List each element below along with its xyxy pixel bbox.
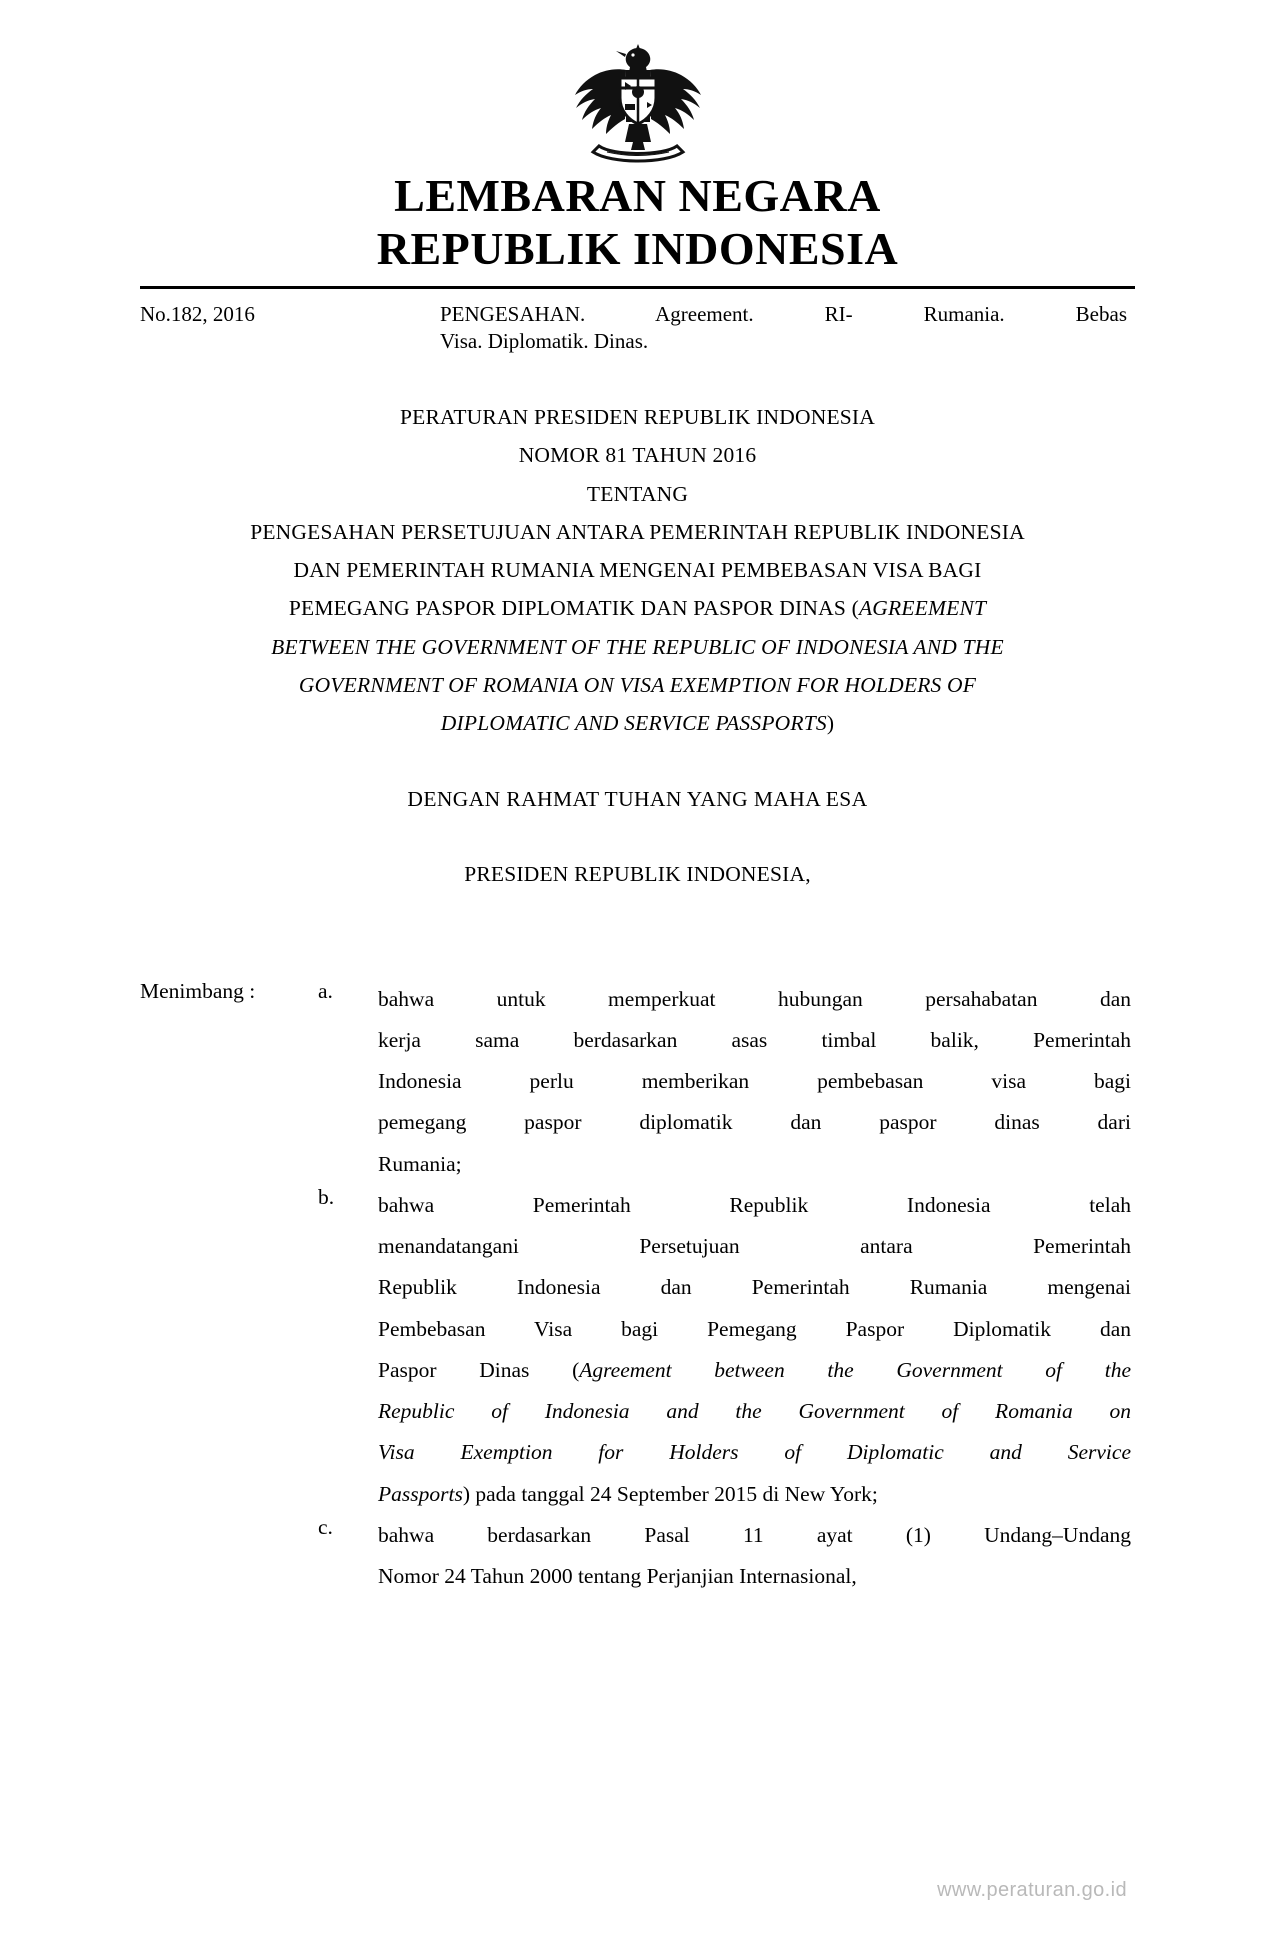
title-line-9-suffix: ): [826, 711, 835, 736]
considerans-c-line-2: Nomor 24 Tahun 2000 tentang Perjanjian Internasional,: [378, 1564, 857, 1589]
considerans-a-line-5: Rumania;: [378, 1151, 462, 1176]
considerans-a-line-1: bahwa untuk memperkuat hubungan persahabatan dan: [378, 986, 1131, 1011]
garuda-pancasila-emblem: [563, 40, 713, 170]
title-line-9-italic: DIPLOMATIC AND SERVICE PASSPORTS: [440, 711, 827, 736]
considerans-text-a: [378, 979, 1135, 1185]
considerans-b-line-4: Pembebasan Visa bagi Pemegang Paspor Diplomatik dan: [378, 1316, 1131, 1341]
considerans-b-italic-3: Visa Exemption for Holders of Diplomatic and Service: [378, 1440, 1131, 1465]
considerans-b-italic-4: Passports: [378, 1481, 463, 1506]
gazette-subject-line-2: Visa. Diplomatik. Dinas.: [440, 329, 649, 354]
considerans-b-line-5: [378, 1350, 1131, 1391]
considerans-a-line-2: kerja sama berdasarkan asas timbal balik, Pemerintah: [378, 1027, 1131, 1052]
considerans-b-plain-after: ) pada tanggal 24 September 2015 di New York;: [462, 1481, 878, 1506]
considerans-item-b: [140, 1185, 1135, 1515]
considerans-b-plain-before: Paspor Dinas (: [378, 1357, 580, 1382]
masthead-line-2: REPUBLIK INDONESIA: [376, 223, 899, 275]
masthead: [140, 169, 1135, 276]
gazette-number: No.182, 2016: [140, 301, 255, 326]
title-line-6-text: PEMEGANG PASPOR DIPLOMATIK DAN PASPOR DINAS (: [288, 596, 859, 621]
title-line-3: TENTANG: [586, 481, 689, 506]
considerans-b-line-3: Republik Indonesia dan Pemerintah Rumania mengenai: [378, 1275, 1131, 1300]
considerans-item-a: [140, 979, 1135, 1185]
considerans-item-c: [140, 1515, 1135, 1598]
title-line-9: [140, 704, 1135, 742]
considerans-b-italic-1: Agreement between the Government of the: [579, 1357, 1131, 1382]
title-line-1: PERATURAN PRESIDEN REPUBLIK INDONESIA: [399, 405, 876, 430]
considerans-letter-c: c.: [318, 1515, 333, 1539]
considerans-letter-a: a.: [318, 978, 333, 1003]
gazette-subject-line-1: PENGESAHAN. Agreement. RI- Rumania. Bebas: [440, 301, 1127, 326]
title-line-2: NOMOR 81 TAHUN 2016: [518, 443, 757, 468]
gazette-subject: [440, 301, 1135, 356]
considerans-letter-b: b.: [318, 1184, 335, 1209]
considerans-a-line-4: pemegang paspor diplomatik dan paspor dinas dari: [378, 1110, 1131, 1135]
title-line-7: BETWEEN THE GOVERNMENT OF THE REPUBLIC OF INDONESIA AND THE: [271, 634, 1004, 659]
emblem-container: [140, 0, 1135, 165]
masthead-divider: [140, 286, 1135, 289]
considerans-b-italic-2: Republic of Indonesia and the Government of Romania on: [378, 1399, 1131, 1424]
title-line-5: DAN PEMERINTAH RUMANIA MENGENAI PEMBEBASAN VISA BAGI: [293, 558, 982, 583]
footer-watermark: www.peraturan.go.id: [937, 1879, 1127, 1901]
title-line-8: GOVERNMENT OF ROMANIA ON VISA EXEMPTION FOR HOLDERS OF: [298, 673, 977, 698]
document-title: [140, 398, 1135, 742]
considerans-b-line-2: menandatangani Persetujuan antara Pemerintah: [378, 1234, 1131, 1259]
president-line: PRESIDEN REPUBLIK INDONESIA,: [464, 861, 811, 886]
title-line-6-italic: AGREEMENT: [858, 596, 987, 621]
considerans-c-line-1: bahwa berdasarkan Pasal 11 ayat (1) Undang–Undang: [378, 1523, 1131, 1547]
title-line-6: [140, 589, 1135, 627]
title-line-4: PENGESAHAN PERSETUJUAN ANTARA PEMERINTAH REPUBLIK INDONESIA: [250, 519, 1025, 544]
masthead-line-1: LEMBARAN NEGARA: [394, 170, 881, 221]
considerans-a-line-3: Indonesia perlu memberikan pembebasan visa bagi: [378, 1069, 1131, 1094]
considerans-text-b: [378, 1185, 1135, 1515]
considerans-text-c: [378, 1515, 1135, 1598]
considerans-b-line-1: bahwa Pemerintah Republik Indonesia telah: [378, 1192, 1131, 1217]
considerans-section: [140, 979, 1135, 1598]
considerans-label: Menimbang :: [140, 978, 256, 1003]
considerans-b-line-8: [378, 1482, 878, 1506]
invocation-line: DENGAN RAHMAT TUHAN YANG MAHA ESA: [407, 786, 868, 811]
header-row: [140, 301, 1135, 356]
